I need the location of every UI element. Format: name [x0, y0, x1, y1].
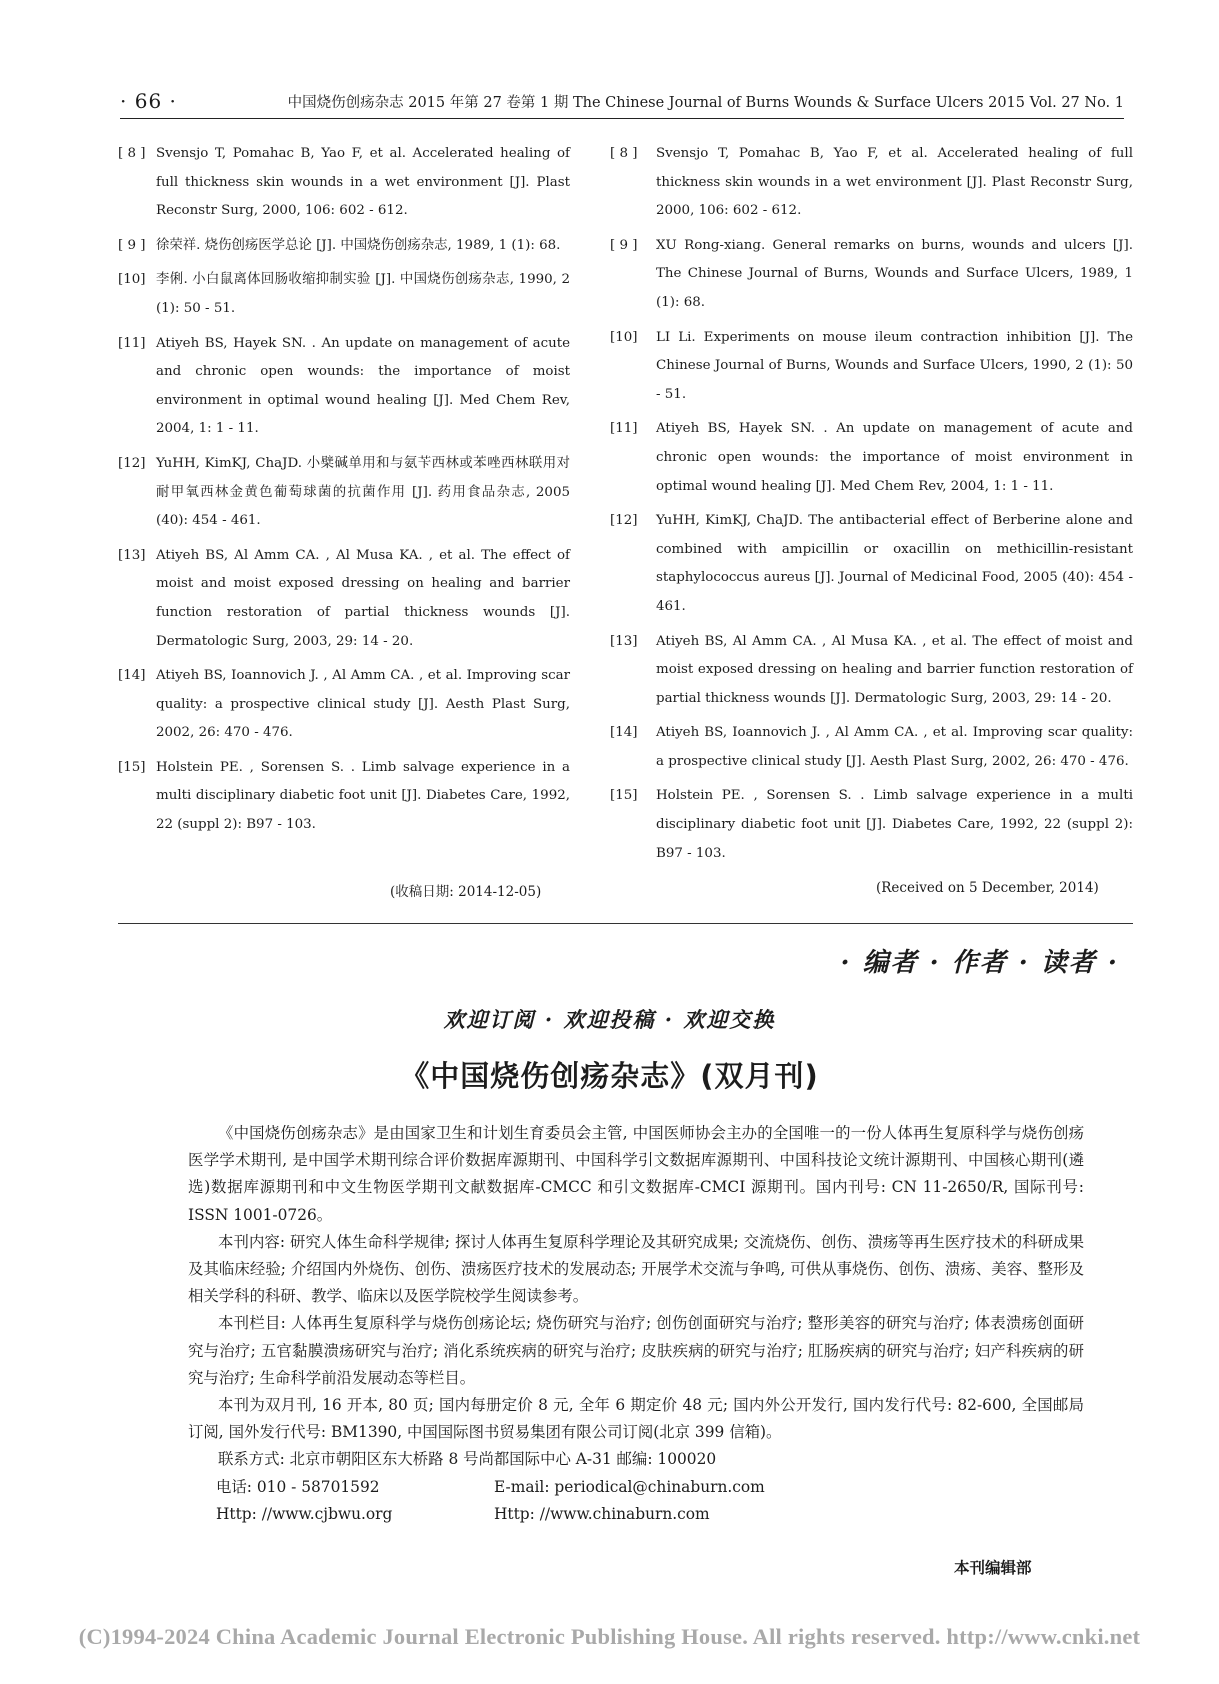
reference-text: YuHH, KimKJ, ChaJD. 小檗碱单用和与氨苄西林或苯唑西林联用对耐甲氧西林金黄色葡萄球菌的抗菌作用 [J]. 药用食品杂志, 2005 (40): 454 - 461.	[156, 455, 570, 529]
section-tag: · 编者 · 作者 · 读者 ·	[840, 948, 1119, 978]
reference-text: Svensjo T, Pomahac B, Yao F, et al. Accelerated healing of full thickness skin wounds in a wet environment [J]. Plast Reconstr Surg, 2000, 106: 602 - 612.	[656, 146, 1133, 219]
reference-item	[118, 266, 570, 323]
reference-item	[610, 782, 1133, 868]
reference-number: [15]	[610, 788, 638, 804]
reference-number: [12]	[118, 455, 146, 471]
reference-number: [15]	[118, 759, 146, 775]
reference-number: [11]	[610, 421, 638, 437]
reference-item	[118, 450, 570, 536]
website-link[interactable]: Http: //www.cjbwu.org	[216, 1504, 393, 1523]
reference-number: [ 8 ]	[610, 146, 638, 161]
reference-item	[118, 330, 570, 444]
reference-number: [12]	[610, 513, 638, 529]
reference-item	[118, 662, 570, 748]
references-english-column	[610, 140, 1133, 874]
contact-info	[188, 1474, 1084, 1528]
reference-item	[610, 324, 1133, 410]
email-address[interactable]: E-mail: periodical@chinaburn.com	[494, 1477, 765, 1496]
reference-number: [11]	[118, 335, 146, 351]
reference-item	[118, 140, 570, 226]
reference-number: [14]	[610, 725, 638, 741]
phone-number: 电话: 010 - 58701592	[216, 1477, 380, 1496]
page-header	[120, 84, 1124, 119]
notice-paragraph: 联系方式: 北京市朝阳区东大桥路 8 号尚都国际中心 A-31 邮编: 100020	[218, 1450, 717, 1469]
notice-paragraph: 《中国烧伤创疡杂志》是由国家卫生和计划生育委员会主管, 中国医师协会主办的全国唯一的一份人体再生复原科学与烧伤创疡医学学术期刊, 是中国学术期刊综合评价数据库源期刊、中国科学引文数据库源期刊、中国科技论文统计源期刊、中国核心期刊(遴选)数据库源期刊和中文生物医学期刊文献数据库-CMCC 和引文数据库-CMCI 源期刊。国内刊号: CN 11-2650/R, 国际刊号: ISSN 1001-0726。	[188, 1124, 1084, 1224]
website-link[interactable]: Http: //www.chinaburn.com	[494, 1504, 710, 1523]
reference-number: [ 9 ]	[118, 237, 146, 253]
reference-text: XU Rong-xiang. General remarks on burns, wounds and ulcers [J]. The Chinese Journal of Burns, Wounds and Surface Ulcers, 1989, 1 (1): 68.	[656, 237, 1133, 310]
notice-paragraph: 本刊栏目: 人体再生复原科学与烧伤创疡论坛; 烧伤研究与治疗; 创伤创面研究与治疗; 整形美容的研究与治疗; 体表溃疡创面研究与治疗; 五官黏膜溃疡研究与治疗; 消化系统疾病的研究与治疗; 皮肤疾病的研究与治疗; 肛肠疾病的研究与治疗; 妇产科疾病的研究与治疗; 生命科学前沿发展动态等栏目。	[188, 1314, 1084, 1387]
received-date-chinese: (收稿日期: 2014-12-05)	[390, 884, 542, 900]
reference-text: Atiyeh BS, Ioannovich J. , Al Amm CA. , et al. Improving scar quality: a prospective clinical study [J]. Aesth Plast Surg, 2002, 26: 470 - 476.	[156, 668, 570, 741]
received-date-english: (Received on 5 December, 2014)	[876, 880, 1099, 896]
page-number: · 66 ·	[120, 89, 177, 113]
reference-item	[610, 719, 1133, 776]
reference-number: [10]	[610, 329, 638, 345]
reference-number: [14]	[118, 668, 146, 684]
notice-paragraph: 本刊内容: 研究人体生命科学规律; 探讨人体再生复原科学理论及其研究成果; 交流烧伤、创伤、溃疡等再生医疗技术的科研成果及其临床经验; 介绍国内外烧伤、创伤、溃疡医疗技术的发展动态; 开展学术交流与争鸣, 可供从事烧伤、创伤、溃疡、美容、整形及相关学科的科研、教学、临床以及医学院校学生阅读参考。	[188, 1232, 1084, 1306]
reference-item	[610, 140, 1133, 226]
reference-text: Atiyeh BS, Al Amm CA. , Al Musa KA. , et al. The effect of moist and moist exposed dressing on healing and barrier function restoration of partial thickness wounds [J]. Dermatologic Surg, 2003, 29: 14 - 20.	[156, 547, 570, 649]
notice-paragraph: 本刊为双月刊, 16 开本, 80 页; 国内每册定价 8 元, 全年 6 期定价 48 元; 国内外公开发行, 国内发行代号: 82-600, 全国邮局订阅, 国外发行代号: BM1390, 中国国际图书贸易集团有限公司订阅(北京 399 信箱)。	[188, 1396, 1084, 1442]
reference-item	[610, 507, 1133, 621]
reference-text: Atiyeh BS, Hayek SN. . An update on management of acute and chronic open wounds: the importance of moist environment in optimal wound healing [J]. Med Chem Rev, 2004, 1: 1 - 11.	[656, 421, 1133, 494]
reference-text: Holstein PE. , Sorensen S. . Limb salvage experience in a multi disciplinary diabetic foot unit [J]. Diabetes Care, 1992, 22 (suppl 2): B97 - 103.	[156, 759, 570, 833]
reference-text: Atiyeh BS, Al Amm CA. , Al Musa KA. , et al. The effect of moist and moist exposed dressing on healing and barrier function restoration of partial thickness wounds [J]. Dermatologic Surg, 2003, 29: 14 - 20.	[656, 633, 1133, 706]
reference-text: Svensjo T, Pomahac B, Yao F, et al. Accelerated healing of full thickness skin wounds in a wet environment [J]. Plast Reconstr Surg, 2000, 106: 602 - 612.	[156, 146, 570, 219]
reference-item	[118, 754, 570, 840]
reference-text: LI Li. Experiments on mouse ileum contraction inhibition [J]. The Chinese Journal of Burns, Wounds and Surface Ulcers, 1990, 2 (1): 50 - 51.	[656, 329, 1133, 402]
reference-number: [10]	[118, 272, 146, 288]
reference-number: [ 8 ]	[118, 146, 146, 161]
reference-text: Holstein PE. , Sorensen S. . Limb salvage experience in a multi disciplinary diabetic foot unit [J]. Diabetes Care, 1992, 22 (suppl 2): B97 - 103.	[656, 788, 1133, 861]
reference-item	[610, 415, 1133, 501]
reference-item	[610, 628, 1133, 714]
reference-item	[118, 232, 570, 261]
reference-text: Atiyeh BS, Ioannovich J. , Al Amm CA. , et al. Improving scar quality: a prospective clinical study [J]. Aesth Plast Surg, 2002, 26: 470 - 476.	[656, 725, 1133, 769]
reference-number: [13]	[610, 633, 638, 649]
section-divider	[118, 923, 1133, 924]
journal-title: 《中国烧伤创疡杂志》(双月刊)	[400, 1059, 819, 1093]
journal-notice-body	[188, 1120, 1084, 1528]
reference-number: [13]	[118, 547, 146, 563]
reference-text: Atiyeh BS, Hayek SN. . An update on management of acute and chronic open wounds: the importance of moist environment in optimal wound healing [J]. Med Chem Rev, 2004, 1: 1 - 11.	[156, 335, 570, 437]
copyright-footer: (C)1994-2024 China Academic Journal Electronic Publishing House. All rights reserved. http://www.cnki.net	[78, 1624, 1141, 1649]
running-head: 中国烧伤创疡杂志 2015 年第 27 卷第 1 期 The Chinese Journal of Burns Wounds & Surface Ulcers 2015 Vol. 27 No. 1	[287, 94, 1124, 111]
welcome-slogan: 欢迎订阅 · 欢迎投稿 · 欢迎交换	[443, 1007, 776, 1032]
reference-text: 徐荣祥. 烧伤创疡医学总论 [J]. 中国烧伤创疡杂志, 1989, 1 (1): 68.	[156, 237, 561, 253]
reference-text: 李俐. 小白鼠离体回肠收缩抑制实验 [J]. 中国烧伤创疡杂志, 1990, 2 (1): 50 - 51.	[156, 272, 570, 316]
reference-item	[610, 232, 1133, 318]
reference-text: YuHH, KimKJ, ChaJD. The antibacterial effect of Berberine alone and combined with ampicillin or oxacillin on methicillin-resistant staphylococcus aureus [J]. Journal of Medicinal Food, 2005 (40): 454 - 461.	[656, 513, 1133, 614]
editorial-signature: 本刊编辑部	[954, 1558, 1032, 1577]
reference-item	[118, 542, 570, 656]
references-chinese-column	[118, 140, 570, 846]
reference-number: [ 9 ]	[610, 237, 638, 253]
